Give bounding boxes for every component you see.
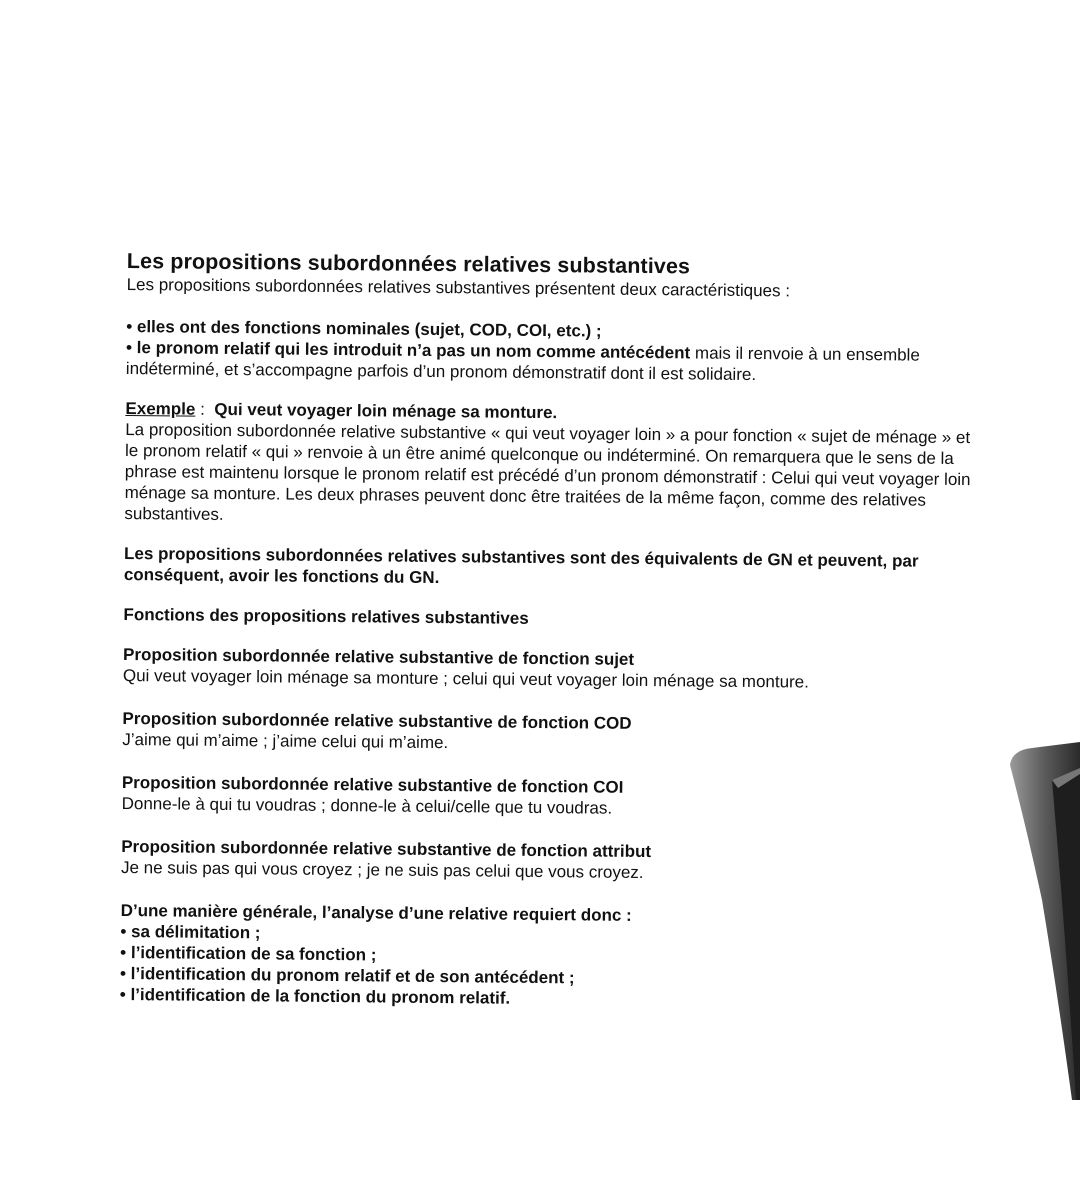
function-heading-cod: Proposition subordonnée relative substantive de fonction COD: [122, 708, 632, 733]
document-title: Les propositions subordonnées relatives substantives: [126, 248, 691, 279]
function-example-attribut: Je ne suis pas qui vous croyez ; je ne suis pas celui que vous croyez.: [120, 857, 644, 882]
example-separator: :: [195, 399, 215, 419]
function-example-cod: J’aime qui m’aime ; j’aime celui qui m’aime.: [122, 729, 449, 753]
characteristic-rest: mais il renvoie à un ensemble indéterminé, et s’accompagne parfois d’un pronom démonstratif dont il est solidaire.: [125, 343, 920, 385]
bullet: •: [126, 316, 133, 337]
function-heading-attribut: Proposition subordonnée relative substantive de fonction attribut: [121, 836, 652, 862]
example-label: Exemple: [125, 398, 196, 419]
example-sentence: Qui veut voyager loin ménage sa monture.: [214, 399, 558, 423]
bullet: •: [125, 337, 133, 358]
analysis-item: • l’identification de la fonction du pronom relatif.: [119, 984, 511, 1008]
characteristic-bold: elles ont des fonctions nominales (sujet, COD, COI, etc.) ;: [136, 317, 602, 341]
characteristic-item: [126, 337, 976, 387]
analysis-heading: D’une manière générale, l’analyse d’une relative requiert donc :: [120, 900, 632, 925]
example-explanation: La proposition subordonnée relative substantive « qui veut voyager loin » a pour fonction « sujet de ménage » et le pronom relatif « qui » renvoie à un être animé quelconque ou indéterminé. On remarquera que le sens de la phrase est maintenu lorsque le pronom relatif est précédé d’un pronom démonstratif : Celui qui veut voyager loin ménage sa monture. Les deux phrases peuvent donc être traitées de la même façon, comme des relatives substantives.: [124, 419, 971, 524]
analysis-item: • sa délimitation ;: [120, 921, 261, 943]
function-heading-coi: Proposition subordonnée relative substantive de fonction COI: [121, 772, 624, 797]
analysis-item: • l’identification de sa fonction ;: [120, 942, 377, 965]
characteristic-bold: le pronom relatif qui les introduit n’a pas un nom comme antécédent: [136, 338, 691, 363]
function-example-sujet: Qui veut voyager loin ménage sa monture ; celui qui veut voyager loin ménage sa monture.: [122, 665, 810, 692]
document-body: [120, 248, 977, 1013]
summary-text: Les propositions subordonnées relatives substantives sont des équivalents de GN et peuvent, par conséquent, avoir les fonctions du GN.: [123, 543, 919, 588]
function-heading-sujet: Proposition subordonnée relative substantive de fonction sujet: [123, 644, 635, 669]
intro-text: Les propositions subordonnées relatives substantives présentent deux caractéristiques :: [126, 274, 791, 301]
function-example-coi: Donne-le à qui tu voudras ; donne-le à celui/celle que tu voudras.: [121, 793, 613, 818]
functions-heading: Fonctions des propositions relatives substantives: [123, 604, 529, 628]
scan-edge-shadow-icon: [1002, 740, 1080, 1100]
analysis-item: • l’identification du pronom relatif et de son antécédent ;: [119, 963, 575, 988]
